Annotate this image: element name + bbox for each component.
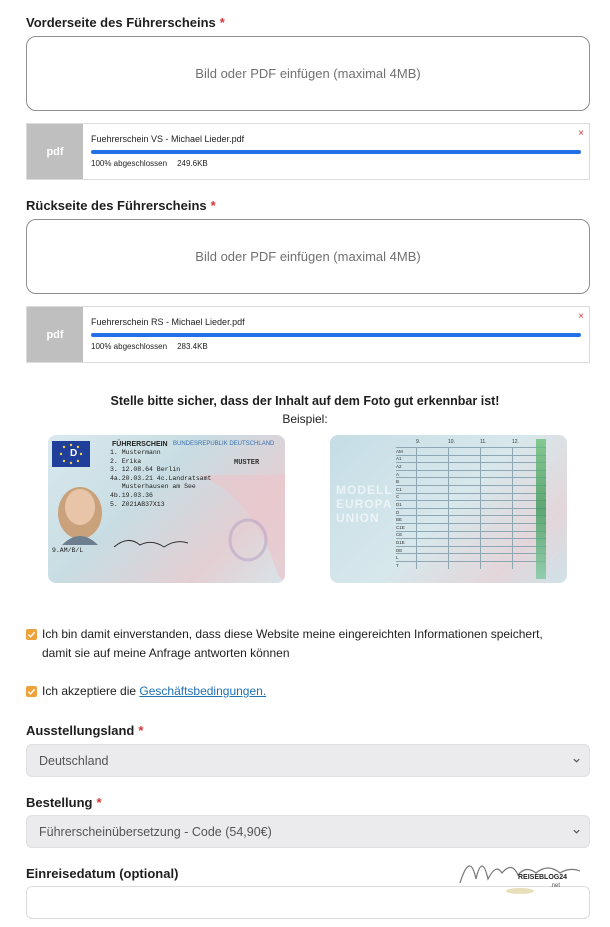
back-row-cell [480, 494, 512, 501]
front-label-text: Vorderseite des Führerscheins [26, 15, 216, 30]
back-row-cell [448, 478, 480, 485]
back-file-card [26, 306, 590, 363]
pdf-thumbnail: pdf [27, 124, 83, 179]
back-row-cell [480, 448, 512, 455]
back-table-row [396, 508, 546, 516]
sample-line: Musterhausen am See [110, 483, 196, 491]
back-col-header: 12. [512, 439, 519, 445]
back-row-cell [448, 547, 480, 554]
back-row-label: DE [396, 547, 403, 553]
front-file-card [26, 123, 590, 180]
order-label-text: Bestellung [26, 795, 93, 810]
watermark-tld: .net [550, 883, 561, 889]
sample-front-subtitle: BUNDESREPUBLIK DEUTSCHLAND [173, 441, 275, 447]
remove-file-icon[interactable]: × [578, 311, 584, 322]
back-dropzone[interactable] [26, 219, 590, 294]
back-table-row [396, 462, 546, 470]
checkbox-checked-icon[interactable] [26, 629, 37, 640]
order-label [26, 795, 102, 810]
back-table [396, 439, 546, 579]
back-row-cell [480, 539, 512, 546]
file-name: Fuehrerschein RS - Michael Lieder.pdf [91, 317, 245, 327]
back-row-cell [480, 471, 512, 478]
back-row-cell [448, 494, 480, 501]
sample-front-classes: 9.AM/B/L [52, 547, 84, 554]
back-row-cell [448, 501, 480, 508]
checkbox-checked-icon[interactable] [26, 686, 37, 697]
back-table-row [396, 470, 546, 478]
back-row-cell [416, 539, 448, 546]
back-row-label: D1E [396, 539, 405, 545]
required-marker: * [138, 723, 144, 738]
upload-status: 100% abgeschlossen [91, 342, 168, 351]
back-table-row [396, 485, 546, 493]
back-row-cell [480, 524, 512, 531]
back-table-row [396, 553, 546, 561]
back-row-cell [416, 486, 448, 493]
country-select[interactable] [26, 744, 590, 777]
back-row-cell [416, 516, 448, 523]
back-row-cell [448, 471, 480, 478]
back-row-label: C1E [396, 524, 405, 530]
terms-link[interactable]: Geschäftsbedingungen. [139, 684, 267, 698]
file-size: 283.4KB [177, 342, 208, 351]
back-row-cell [448, 486, 480, 493]
country-code: D [70, 448, 78, 459]
muster-mark: MUSTER [234, 459, 260, 467]
back-row-cell [416, 509, 448, 516]
back-row-cell [448, 456, 480, 463]
photo-notice: Stelle bitte sicher, dass der Inhalt auf dem Foto gut erkennbar ist! [110, 394, 500, 408]
back-row-cell [448, 539, 480, 546]
back-label [26, 198, 216, 213]
chevron-down-icon [572, 756, 581, 765]
back-table-row [396, 500, 546, 508]
back-row-cell [416, 478, 448, 485]
watermark-logo [456, 843, 586, 898]
back-col-spacer [396, 439, 416, 447]
file-name: Fuehrerschein VS - Michael Lieder.pdf [91, 134, 245, 144]
back-row-cell [480, 547, 512, 554]
sample-front-lines [110, 449, 211, 509]
back-row-cell [480, 562, 512, 569]
back-row-cell [416, 554, 448, 561]
back-table-row [396, 477, 546, 485]
dropzone-hint: Bild oder PDF einfügen (maximal 4MB) [195, 249, 421, 264]
back-table-row [396, 538, 546, 546]
example-label: Beispiel: [282, 412, 328, 426]
sample-line: 4a.20.03.21 4c.Landratsamt [110, 474, 212, 482]
sample-line: 5. Z021AB37X13 [110, 500, 165, 508]
back-row-label: C1 [396, 486, 402, 492]
back-row-cell [416, 547, 448, 554]
back-row-label: A1 [396, 456, 402, 462]
back-row-cell [480, 554, 512, 561]
back-row-label: B [396, 479, 400, 485]
back-table-row [396, 531, 546, 539]
required-marker: * [96, 795, 102, 810]
consent-privacy[interactable] [26, 625, 566, 663]
remove-file-icon[interactable]: × [578, 128, 584, 139]
back-row-label: D [396, 509, 400, 515]
back-row-cell [416, 471, 448, 478]
bg-word: EUROPA [336, 497, 393, 511]
consent-privacy-text: Ich bin damit einverstanden, dass diese Website meine eingereichten Informationen speichert, damit sie auf meine Anfrage antworten können [42, 627, 543, 660]
back-row-cell [416, 532, 448, 539]
back-row-cell [448, 509, 480, 516]
back-row-cell [448, 463, 480, 470]
back-row-cell [448, 448, 480, 455]
sample-front-title: FÜHRERSCHEIN [112, 441, 168, 448]
country-label [26, 723, 143, 738]
country-label-text: Ausstellungsland [26, 723, 135, 738]
back-row-label: AM [396, 448, 403, 454]
back-label-text: Rückseite des Führerscheins [26, 198, 207, 213]
sample-line: 2. Erika [110, 457, 142, 465]
back-bg-words [336, 483, 393, 525]
back-row-label: A2 [396, 463, 402, 469]
pdf-thumbnail: pdf [27, 307, 83, 362]
back-row-cell [448, 562, 480, 569]
back-row-cell [448, 524, 480, 531]
back-table-row [396, 523, 546, 531]
back-row-cell [448, 516, 480, 523]
back-row-label: C [396, 494, 400, 500]
security-strip [536, 439, 546, 579]
country-value: Deutschland [39, 753, 109, 768]
dropzone-hint: Bild oder PDF einfügen (maximal 4MB) [195, 66, 421, 81]
back-row-label: L [396, 555, 399, 561]
progress-fill [91, 333, 581, 337]
back-row-cell [416, 463, 448, 470]
back-row-label: D1 [396, 501, 402, 507]
back-row-cell [480, 486, 512, 493]
back-row-cell [480, 463, 512, 470]
front-label [26, 15, 225, 30]
back-table-row [396, 447, 546, 455]
sample-license-back [330, 435, 567, 583]
back-row-cell [416, 562, 448, 569]
back-row-cell [416, 524, 448, 531]
back-table-row [396, 455, 546, 463]
bg-word: MODELL [336, 483, 393, 497]
required-marker: * [219, 15, 225, 30]
back-row-cell [480, 456, 512, 463]
sample-line: 3. 12.08.64 Berlin [110, 466, 181, 474]
consent-terms[interactable] [26, 682, 266, 701]
upload-progress-bar [91, 333, 581, 337]
back-col-header: 10. [448, 439, 455, 445]
back-row-cell [480, 501, 512, 508]
watermark-brand: REISEBLOG24 [518, 874, 568, 881]
back-row-cell [416, 494, 448, 501]
back-row-cell [416, 448, 448, 455]
back-table-row [396, 546, 546, 554]
file-size: 249.6KB [177, 159, 208, 168]
back-row-label: CE [396, 532, 403, 538]
back-row-cell [480, 532, 512, 539]
back-col-header: 11. [480, 439, 487, 445]
sample-line: 1. Mustermann [110, 449, 161, 456]
back-row-cell [480, 516, 512, 523]
sample-line: 4b.19.03.36 [110, 491, 153, 499]
bg-word: UNION [336, 511, 380, 525]
back-row-label: BE [396, 517, 403, 523]
back-row-cell [448, 554, 480, 561]
back-table-row [396, 493, 546, 501]
back-row-cell [448, 532, 480, 539]
back-row-cell [416, 456, 448, 463]
consent-terms-text: Ich akzeptiere die [42, 684, 140, 698]
entry-date-label: Einreisedatum (optional) [26, 866, 179, 881]
back-table-row [396, 515, 546, 523]
chevron-down-icon [572, 827, 581, 836]
back-row-cell [416, 501, 448, 508]
back-row-cell [480, 509, 512, 516]
upload-status: 100% abgeschlossen [91, 159, 168, 168]
back-row-label: T [396, 562, 399, 568]
required-marker: * [210, 198, 216, 213]
progress-fill [91, 150, 581, 154]
back-row-cell [480, 478, 512, 485]
sample-license-front [48, 435, 285, 583]
front-dropzone[interactable] [26, 36, 590, 111]
upload-progress-bar [91, 150, 581, 154]
back-row-label: A [396, 471, 400, 477]
back-col-header: 9. [416, 439, 421, 445]
order-value: Führerscheinübersetzung - Code (54,90€) [39, 824, 272, 839]
back-table-row [396, 561, 546, 569]
